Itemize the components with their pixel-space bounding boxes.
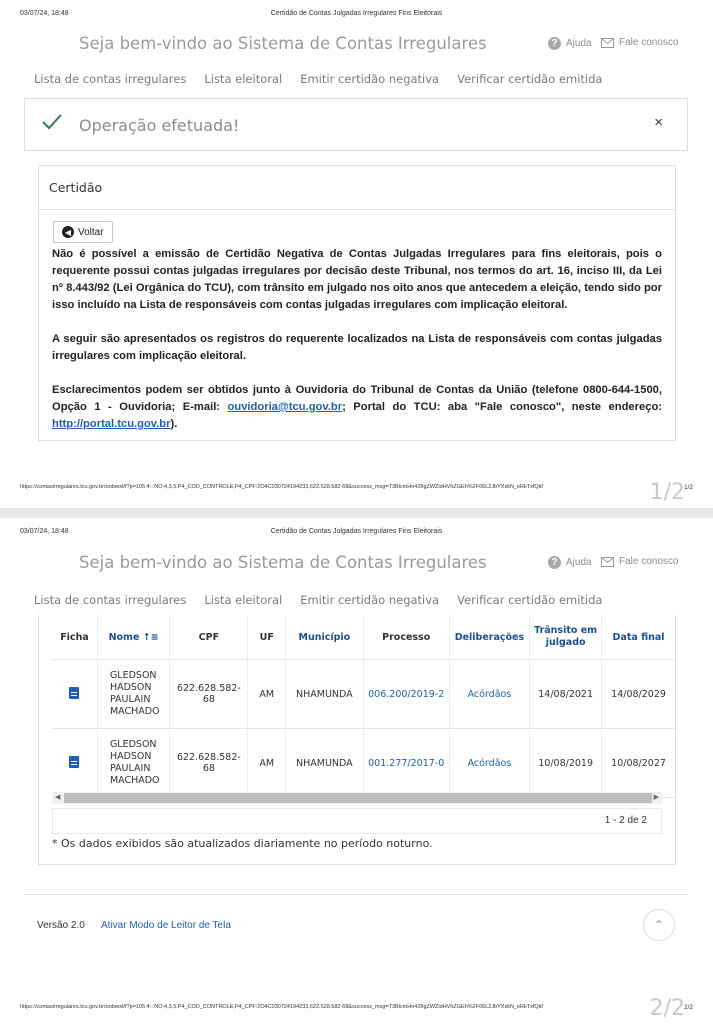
col-cpf: CPF xyxy=(170,615,248,660)
print-title: Certidão de Contas Julgadas Irregulares Fins Eleitorais xyxy=(270,528,443,535)
nav-emitir-certidao[interactable]: Emitir certidão negativa xyxy=(300,72,440,86)
alert-message: Operação efetuada! xyxy=(79,116,240,135)
document-icon[interactable] xyxy=(69,687,79,699)
nav-lista-contas[interactable]: Lista de contas irregulares xyxy=(34,593,187,607)
main-nav xyxy=(34,72,602,86)
nav-verificar-certidao[interactable]: Verificar certidão emitida xyxy=(457,593,603,607)
transito-cell: 14/08/2021 xyxy=(530,660,602,729)
paragraph-3-start: Esclarecimentos podem ser obtidos junto à Ouvidoria do Tribunal de Contas da União (telefone 0800-644-1500, Opção 1 - Ouvidoria; E-mail: xyxy=(52,384,662,413)
uf-cell: AM xyxy=(248,729,286,798)
certidao-paragraph-1: Não é possível a emissão de Certidão Negativa de Contas Julgadas Irregulares para fins eleitorais, pois o requerente possui contas julgadas irregulares por decisão deste Tribunal, nos termos do art. 16, inciso III, da Lei nº 8.443/92 (Lei Orgânica do TCU), com trânsito em julgado nos oito anos que antecedem a eleição, tendo sido por isso incluído na Lista de responsáveis com contas julgadas irregulares com implicação eleitoral. xyxy=(52,248,662,311)
nav-verificar-certidao[interactable]: Verificar certidão emitida xyxy=(457,72,603,86)
nav-lista-eleitoral[interactable]: Lista eleitoral xyxy=(204,72,283,86)
col-uf: UF xyxy=(248,615,286,660)
success-alert xyxy=(24,98,688,151)
help-icon: ? xyxy=(548,37,561,50)
big-page-number: 1/2 xyxy=(649,480,685,505)
print-title: Certidão de Contas Julgadas Irregulares Fins Eleitorais xyxy=(270,10,443,17)
contact-link[interactable] xyxy=(601,37,678,48)
processo-cell xyxy=(363,729,449,798)
screen-reader-link[interactable]: Ativar Modo de Leitor de Tela xyxy=(101,920,231,931)
scroll-left-icon[interactable]: ◀ xyxy=(55,794,61,801)
contact-link[interactable] xyxy=(601,556,678,567)
print-url: https://contasirregulares.tcu.gov.br/ordsext/f?p=105:4:::NO:4,3,5:P4_COD_CONTROLE,P4_CPF:2O4C030724194233,622.628.582-68&success_msg=T3BlcmHn428gZWZldHVhZGEh%2F06L2JbYXskN_eRkTxfQkf xyxy=(20,1004,543,1010)
help-icon: ? xyxy=(548,556,561,569)
paragraph-3-end: ). xyxy=(170,418,178,430)
processo-link[interactable]: 006.200/2019-2 xyxy=(368,688,445,700)
municipio-cell: NHAMUNDA xyxy=(286,660,364,729)
deliberacoes-cell xyxy=(449,660,529,729)
col-nome-label: Nome xyxy=(108,631,140,643)
scrollbar-thumb[interactable] xyxy=(64,793,652,803)
col-transito: Trânsito em julgado xyxy=(530,615,602,660)
table-row xyxy=(52,729,675,798)
col-processo: Processo xyxy=(363,615,449,660)
nav-lista-contas[interactable]: Lista de contas irregulares xyxy=(34,72,187,86)
uf-cell: AM xyxy=(248,660,286,729)
cpf-cell: 622.628.582-68 xyxy=(170,660,248,729)
acordaos-link[interactable]: Acórdãos xyxy=(467,757,512,769)
check-icon xyxy=(41,111,63,133)
scroll-right-icon[interactable]: ▶ xyxy=(653,794,659,801)
col-municipio: Município xyxy=(286,615,364,660)
data-final-cell: 14/08/2029 xyxy=(602,660,675,729)
processo-link[interactable]: 001.277/2017-0 xyxy=(368,757,445,769)
certidao-title: Certidão xyxy=(39,166,675,210)
table-header-row xyxy=(52,615,675,660)
help-label: Ajuda xyxy=(566,557,592,568)
footer-divider xyxy=(24,894,688,895)
arrow-left-icon: ◀ xyxy=(62,226,74,238)
processo-cell xyxy=(363,660,449,729)
email-link[interactable]: ouvidoria@tcu.gov.br xyxy=(227,401,343,413)
print-page-number: 1/2 xyxy=(683,484,693,491)
page-title: Seja bem-vindo ao Sistema de Contas Irregulares xyxy=(79,34,487,53)
big-page-number: 2/2 xyxy=(649,996,685,1021)
nome-cell: GLEDSON HADSON PAULAIN MACHADO xyxy=(97,660,169,729)
back-button[interactable] xyxy=(53,221,113,243)
document-icon[interactable] xyxy=(69,756,79,768)
portal-link[interactable]: http://portal.tcu.gov.br xyxy=(52,418,171,430)
print-page-number: 2/2 xyxy=(683,1004,693,1011)
records-card xyxy=(38,615,676,865)
help-link[interactable] xyxy=(548,556,592,569)
print-date: 03/07/24, 18:48 xyxy=(20,10,69,17)
deliberacoes-cell xyxy=(449,729,529,798)
chevron-up-icon: ⌃ xyxy=(653,918,665,932)
col-data-final: Data final xyxy=(602,615,675,660)
certidao-text xyxy=(52,246,662,450)
ficha-cell xyxy=(52,729,97,798)
main-nav xyxy=(34,593,602,607)
transito-cell: 10/08/2019 xyxy=(530,729,602,798)
mail-icon xyxy=(601,557,614,567)
help-label: Ajuda xyxy=(566,38,592,49)
print-date: 03/07/24, 18:48 xyxy=(20,528,69,535)
contact-label: Fale conosco xyxy=(619,556,679,567)
table-row xyxy=(52,660,675,729)
mail-icon xyxy=(601,38,614,48)
col-nome[interactable] xyxy=(97,615,169,660)
print-page-2 xyxy=(0,518,713,1024)
municipio-cell: NHAMUNDA xyxy=(286,729,364,798)
print-page-1 xyxy=(0,0,713,508)
sort-icon[interactable]: ↑≡ xyxy=(142,631,159,643)
contact-label: Fale conosco xyxy=(619,37,679,48)
col-ficha: Ficha xyxy=(52,615,97,660)
certidao-paragraph-3 xyxy=(52,382,662,433)
pagination: 1 - 2 de 2 xyxy=(52,808,662,834)
version-label: Versão 2.0 xyxy=(37,920,85,931)
back-label: Voltar xyxy=(78,226,104,238)
scroll-top-button[interactable] xyxy=(643,909,675,941)
paragraph-3-mid: ; Portal do TCU: aba "Fale conosco", neste endereço: xyxy=(342,401,663,413)
acordaos-link[interactable]: Acórdãos xyxy=(467,688,512,700)
nav-lista-eleitoral[interactable]: Lista eleitoral xyxy=(204,593,283,607)
print-url: https://contasirregulares.tcu.gov.br/ordsext/f?p=105:4:::NO:4,3,5:P4_COD_CONTROLE,P4_CPF:2O4C030724194233,622.628.582-68&success_msg=T3BlcmHn428gZWZldHVhZGEh%2F06L2JbYXskN_eRkTxfQkf xyxy=(20,484,543,490)
close-icon[interactable]: × xyxy=(654,114,663,131)
col-deliberacoes: Deliberações xyxy=(449,615,529,660)
certidao-card xyxy=(38,165,676,441)
update-note: * Os dados exibidos são atualizados diariamente no período noturno. xyxy=(52,837,433,850)
help-link[interactable] xyxy=(548,37,592,50)
horizontal-scrollbar[interactable] xyxy=(52,792,662,804)
cpf-cell: 622.628.582-68 xyxy=(170,729,248,798)
data-final-cell: 10/08/2027 xyxy=(602,729,675,798)
page-title: Seja bem-vindo ao Sistema de Contas Irregulares xyxy=(79,553,487,572)
certidao-paragraph-2: A seguir são apresentados os registros do requerente localizados na Lista de responsáveis com contas julgadas irregulares com implicação eleitoral. xyxy=(52,333,662,362)
nome-cell: GLEDSON HADSON PAULAIN MACHADO xyxy=(97,729,169,798)
ficha-cell xyxy=(52,660,97,729)
records-table xyxy=(52,615,675,798)
nav-emitir-certidao[interactable]: Emitir certidão negativa xyxy=(300,593,440,607)
